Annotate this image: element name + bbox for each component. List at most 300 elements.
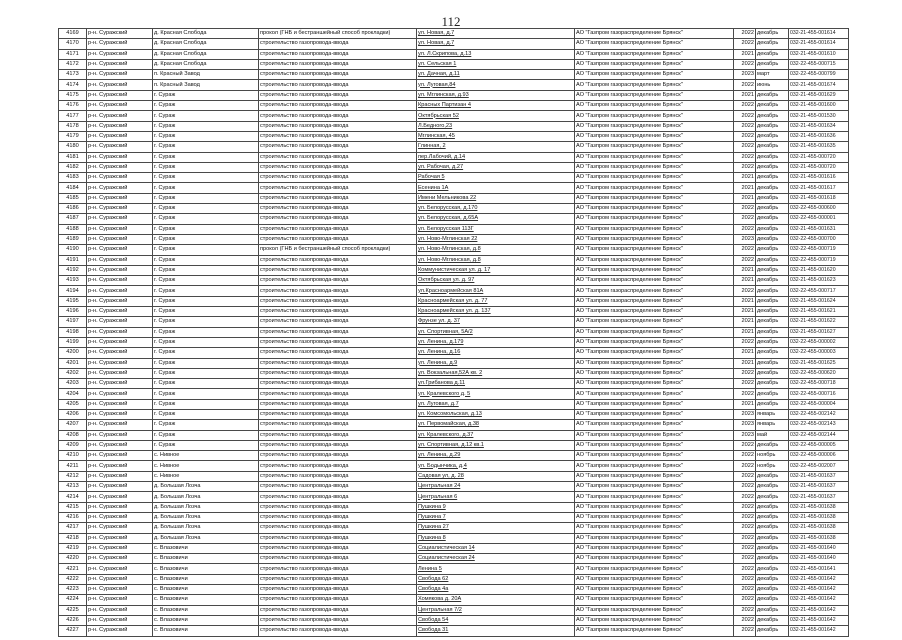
district-cell: р-н. Суражский (87, 430, 153, 440)
work-type-cell: строительство газопровода-ввода (259, 327, 417, 337)
district-cell: р-н. Суражский (87, 255, 153, 265)
row-number-cell: 4206 (59, 409, 87, 419)
district-cell: р-н. Суражский (87, 585, 153, 595)
work-type-cell: строительство газопровода-ввода (259, 502, 417, 512)
work-type-cell: строительство газопровода-ввода (259, 224, 417, 234)
settlement-cell: г. Сураж (153, 142, 259, 152)
month-cell: декабрь (756, 523, 789, 533)
address-cell: Пушкина 9 (417, 502, 575, 512)
month-cell: декабрь (756, 183, 789, 193)
district-cell: р-н. Суражский (87, 440, 153, 450)
document-code-cell: 032-22-455-002144 (789, 430, 849, 440)
month-cell: декабрь (756, 502, 789, 512)
document-code-cell: 032-21-455-001614 (789, 39, 849, 49)
address-cell: ул. Комсомольская, д.13 (417, 409, 575, 419)
year-cell: 2022 (734, 131, 756, 141)
district-cell: р-н. Суражский (87, 348, 153, 358)
table-row (59, 59, 849, 69)
district-cell: р-н. Суражский (87, 399, 153, 409)
row-number-cell: 4204 (59, 389, 87, 399)
contractor-cell: АО "Газпром газораспределение Брянск" (575, 564, 734, 574)
table-row (59, 80, 849, 90)
document-code-cell: 032-21-455-001627 (789, 327, 849, 337)
month-cell: декабрь (756, 533, 789, 543)
year-cell: 2021 (734, 317, 756, 327)
work-type-cell: строительство газопровода-ввода (259, 554, 417, 564)
row-number-cell: 4210 (59, 451, 87, 461)
address-cell: пер.Лабочий, д.14 (417, 152, 575, 162)
work-type-cell: строительство газопровода-ввода (259, 265, 417, 275)
district-cell: р-н. Суражский (87, 265, 153, 275)
settlement-cell: п. Красный Завод (153, 70, 259, 80)
table-row (59, 39, 849, 49)
document-code-cell: 032-21-455-001637 (789, 482, 849, 492)
table-row (59, 595, 849, 605)
address-cell: ул. Дачная, д.11 (417, 70, 575, 80)
work-type-cell: строительство газопровода-ввода (259, 276, 417, 286)
row-number-cell: 4219 (59, 543, 87, 553)
row-number-cell: 4182 (59, 162, 87, 172)
contractor-cell: АО "Газпром газораспределение Брянск" (575, 193, 734, 203)
document-code-cell: 032-21-455-001629 (789, 90, 849, 100)
work-type-cell: строительство газопровода-ввода (259, 605, 417, 615)
address-cell: ул. Ленина, д.16 (417, 348, 575, 358)
year-cell: 2023 (734, 420, 756, 430)
district-cell: р-н. Суражский (87, 451, 153, 461)
address-cell: Пушкина 27 (417, 523, 575, 533)
address-cell: ул. Л.Скрипова, д.13 (417, 49, 575, 59)
row-number-cell: 4207 (59, 420, 87, 430)
address-cell: ул. Кралевского д. 5 (417, 389, 575, 399)
document-code-cell: 032-22-455-000620 (789, 368, 849, 378)
contractor-cell: АО "Газпром газораспределение Брянск" (575, 492, 734, 502)
table-row (59, 276, 849, 286)
year-cell: 2021 (734, 307, 756, 317)
district-cell: р-н. Суражский (87, 234, 153, 244)
table-row (59, 574, 849, 584)
row-number-cell: 4172 (59, 59, 87, 69)
district-cell: р-н. Суражский (87, 173, 153, 183)
settlement-cell: г. Сураж (153, 307, 259, 317)
year-cell: 2022 (734, 245, 756, 255)
year-cell: 2022 (734, 585, 756, 595)
row-number-cell: 4227 (59, 626, 87, 636)
contractor-cell: АО "Газпром газораспределение Брянск" (575, 39, 734, 49)
year-cell: 2022 (734, 59, 756, 69)
district-cell: р-н. Суражский (87, 337, 153, 347)
year-cell: 2022 (734, 440, 756, 450)
district-cell: р-н. Суражский (87, 49, 153, 59)
contractor-cell: АО "Газпром газораспределение Брянск" (575, 59, 734, 69)
month-cell: декабрь (756, 286, 789, 296)
month-cell: декабрь (756, 492, 789, 502)
contractor-cell: АО "Газпром газораспределение Брянск" (575, 142, 734, 152)
table-row (59, 121, 849, 131)
year-cell: 2022 (734, 204, 756, 214)
row-number-cell: 4180 (59, 142, 87, 152)
settlement-cell: д. Большая Лозча (153, 533, 259, 543)
month-cell: декабрь (756, 317, 789, 327)
work-type-cell: строительство газопровода-ввода (259, 90, 417, 100)
contractor-cell: АО "Газпром газораспределение Брянск" (575, 595, 734, 605)
contractor-cell: АО "Газпром газораспределение Брянск" (575, 543, 734, 553)
document-code-cell: 032-22-455-000004 (789, 399, 849, 409)
table-row (59, 554, 849, 564)
month-cell: июнь (756, 80, 789, 90)
work-type-cell: строительство газопровода-ввода (259, 121, 417, 131)
row-number-cell: 4189 (59, 234, 87, 244)
year-cell: 2022 (734, 162, 756, 172)
work-type-cell: строительство газопровода-ввода (259, 49, 417, 59)
district-cell: р-н. Суражский (87, 131, 153, 141)
document-code-cell: 032-21-455-001631 (789, 224, 849, 234)
work-type-cell: строительство газопровода-ввода (259, 183, 417, 193)
address-cell: ул.Красноармейская 81А (417, 286, 575, 296)
settlement-cell: г. Сураж (153, 296, 259, 306)
document-code-cell: 032-21-455-001638 (789, 533, 849, 543)
district-cell: р-н. Суражский (87, 59, 153, 69)
address-cell: ул. Ново-Мглинская, д.8 (417, 255, 575, 265)
work-type-cell: строительство газопровода-ввода (259, 471, 417, 481)
document-code-cell: 032-22-455-000003 (789, 348, 849, 358)
address-cell: Есенина 1А (417, 183, 575, 193)
settlement-cell: г. Сураж (153, 286, 259, 296)
district-cell: р-н. Суражский (87, 389, 153, 399)
row-number-cell: 4178 (59, 121, 87, 131)
district-cell: р-н. Суражский (87, 523, 153, 533)
year-cell: 2021 (734, 173, 756, 183)
year-cell: 2021 (734, 358, 756, 368)
address-cell: ул. Мглинская, д.93 (417, 90, 575, 100)
address-cell: Ленина 5 (417, 564, 575, 574)
contractor-cell: АО "Газпром газораспределение Брянск" (575, 70, 734, 80)
work-type-cell: прокол (ГНБ и бестраншейный способ прокладки) (259, 245, 417, 255)
table-row (59, 430, 849, 440)
contractor-cell: АО "Газпром газораспределение Брянск" (575, 49, 734, 59)
table-row (59, 131, 849, 141)
settlement-cell: с. Влазовичи (153, 543, 259, 553)
document-code-cell: 032-21-455-001614 (789, 29, 849, 39)
document-code-cell: 032-21-455-001642 (789, 605, 849, 615)
year-cell: 2022 (734, 512, 756, 522)
work-type-cell: прокол (ГНБ и бестраншейный способ прокладки) (259, 29, 417, 39)
district-cell: р-н. Суражский (87, 142, 153, 152)
work-type-cell: строительство газопровода-ввода (259, 101, 417, 111)
work-type-cell: строительство газопровода-ввода (259, 296, 417, 306)
contractor-cell: АО "Газпром газораспределение Брянск" (575, 626, 734, 636)
settlement-cell: г. Сураж (153, 162, 259, 172)
document-code-cell: 032-22-455-000006 (789, 451, 849, 461)
settlement-cell: д. Большая Лозча (153, 523, 259, 533)
row-number-cell: 4177 (59, 111, 87, 121)
document-code-cell: 032-21-455-001616 (789, 173, 849, 183)
settlement-cell: г. Сураж (153, 430, 259, 440)
row-number-cell: 4184 (59, 183, 87, 193)
district-cell: р-н. Суражский (87, 595, 153, 605)
month-cell: декабрь (756, 512, 789, 522)
work-type-cell: строительство газопровода-ввода (259, 379, 417, 389)
district-cell: р-н. Суражский (87, 502, 153, 512)
year-cell: 2022 (734, 214, 756, 224)
district-cell: р-н. Суражский (87, 307, 153, 317)
table-row (59, 348, 849, 358)
contractor-cell: АО "Газпром газораспределение Брянск" (575, 337, 734, 347)
contractor-cell: АО "Газпром газораспределение Брянск" (575, 152, 734, 162)
year-cell: 2022 (734, 368, 756, 378)
table-row (59, 409, 849, 419)
year-cell: 2022 (734, 605, 756, 615)
address-cell: Коммунистическая ул. д. 17 (417, 265, 575, 275)
district-cell: р-н. Суражский (87, 245, 153, 255)
month-cell: декабрь (756, 327, 789, 337)
row-number-cell: 4221 (59, 564, 87, 574)
settlement-cell: д. Большая Лозча (153, 492, 259, 502)
address-cell: Социалистическая 24 (417, 554, 575, 564)
document-code-cell: 032-22-455-000700 (789, 234, 849, 244)
contractor-cell: АО "Газпром газораспределение Брянск" (575, 409, 734, 419)
district-cell: р-н. Суражский (87, 193, 153, 203)
contractor-cell: АО "Газпром газораспределение Брянск" (575, 348, 734, 358)
address-cell: ул. Луговая,84 (417, 80, 575, 90)
document-code-cell: 032-21-455-001637 (789, 492, 849, 502)
settlement-cell: с. Нивное (153, 471, 259, 481)
year-cell: 2023 (734, 409, 756, 419)
year-cell: 2022 (734, 523, 756, 533)
settlement-cell: г. Сураж (153, 152, 259, 162)
year-cell: 2022 (734, 471, 756, 481)
district-cell: р-н. Суражский (87, 276, 153, 286)
year-cell: 2022 (734, 554, 756, 564)
contractor-cell: АО "Газпром газораспределение Брянск" (575, 389, 734, 399)
month-cell: декабрь (756, 276, 789, 286)
settlement-cell: с. Влазовичи (153, 554, 259, 564)
table-row (59, 101, 849, 111)
table-row (59, 482, 849, 492)
address-cell: Центральная 7/2 (417, 605, 575, 615)
contractor-cell: АО "Газпром газораспределение Брянск" (575, 131, 734, 141)
month-cell: декабрь (756, 626, 789, 636)
address-cell: Пушкина 7 (417, 512, 575, 522)
document-code-cell: 032-22-455-002142 (789, 409, 849, 419)
year-cell: 2021 (734, 327, 756, 337)
document-code-cell: 032-22-455-000799 (789, 70, 849, 80)
table-row (59, 337, 849, 347)
district-cell: р-н. Суражский (87, 533, 153, 543)
document-code-cell: 032-21-455-000720 (789, 162, 849, 172)
month-cell: декабрь (756, 131, 789, 141)
address-cell: ул. Ленина, д.29 (417, 451, 575, 461)
work-type-cell: строительство газопровода-ввода (259, 142, 417, 152)
address-cell: Свобода 62 (417, 574, 575, 584)
contractor-cell: АО "Газпром газораспределение Брянск" (575, 461, 734, 471)
district-cell: р-н. Суражский (87, 286, 153, 296)
district-cell: р-н. Суражский (87, 90, 153, 100)
contractor-cell: АО "Газпром газораспределение Брянск" (575, 296, 734, 306)
settlement-cell: д. Красная Слобода (153, 49, 259, 59)
document-code-cell: 032-21-455-001530 (789, 111, 849, 121)
district-cell: р-н. Суражский (87, 111, 153, 121)
settlement-cell: г. Сураж (153, 379, 259, 389)
row-number-cell: 4208 (59, 430, 87, 440)
district-cell: р-н. Суражский (87, 626, 153, 636)
row-number-cell: 4201 (59, 358, 87, 368)
month-cell: декабрь (756, 389, 789, 399)
document-code-cell: 032-22-455-000716 (789, 389, 849, 399)
document-code-cell: 032-21-455-001634 (789, 121, 849, 131)
district-cell: р-н. Суражский (87, 152, 153, 162)
row-number-cell: 4212 (59, 471, 87, 481)
month-cell: декабрь (756, 605, 789, 615)
work-type-cell: строительство газопровода-ввода (259, 70, 417, 80)
year-cell: 2022 (734, 337, 756, 347)
row-number-cell: 4196 (59, 307, 87, 317)
year-cell: 2022 (734, 39, 756, 49)
year-cell: 2022 (734, 595, 756, 605)
settlement-cell: г. Сураж (153, 348, 259, 358)
row-number-cell: 4181 (59, 152, 87, 162)
contractor-cell: АО "Газпром газораспределение Брянск" (575, 286, 734, 296)
register-table (58, 28, 849, 637)
month-cell: декабрь (756, 379, 789, 389)
month-cell: ноябрь (756, 461, 789, 471)
work-type-cell: строительство газопровода-ввода (259, 564, 417, 574)
district-cell: р-н. Суражский (87, 615, 153, 625)
work-type-cell: строительство газопровода-ввода (259, 523, 417, 533)
row-number-cell: 4171 (59, 49, 87, 59)
table-row (59, 523, 849, 533)
document-code-cell: 032-21-455-001640 (789, 543, 849, 553)
table-row (59, 379, 849, 389)
table-row (59, 585, 849, 595)
year-cell: 2021 (734, 296, 756, 306)
contractor-cell: АО "Газпром газораспределение Брянск" (575, 379, 734, 389)
document-code-cell: 032-21-455-001625 (789, 358, 849, 368)
document-code-cell: 032-22-455-000717 (789, 286, 849, 296)
contractor-cell: АО "Газпром газораспределение Брянск" (575, 162, 734, 172)
address-cell: Красных Партизан 4 (417, 101, 575, 111)
year-cell: 2022 (734, 152, 756, 162)
year-cell: 2022 (734, 533, 756, 543)
document-code-cell: 032-21-455-001638 (789, 512, 849, 522)
row-number-cell: 4216 (59, 512, 87, 522)
document-code-cell: 032-21-455-001600 (789, 101, 849, 111)
row-number-cell: 4195 (59, 296, 87, 306)
month-cell: декабрь (756, 49, 789, 59)
document-code-cell: 032-21-455-001623 (789, 276, 849, 286)
district-cell: р-н. Суражский (87, 204, 153, 214)
settlement-cell: г. Сураж (153, 183, 259, 193)
settlement-cell: г. Сураж (153, 204, 259, 214)
settlement-cell: г. Сураж (153, 131, 259, 141)
address-cell: Имени Мельникова 22 (417, 193, 575, 203)
month-cell: январь (756, 420, 789, 430)
document-code-cell: 032-21-455-001638 (789, 523, 849, 533)
month-cell: декабрь (756, 162, 789, 172)
address-cell: ул. Новая, д.7 (417, 29, 575, 39)
table-row (59, 502, 849, 512)
document-code-cell: 032-21-455-001617 (789, 183, 849, 193)
document-code-cell: 032-21-455-001624 (789, 296, 849, 306)
document-code-cell: 032-21-455-001635 (789, 142, 849, 152)
district-cell: р-н. Суражский (87, 70, 153, 80)
table-row (59, 461, 849, 471)
settlement-cell: г. Сураж (153, 276, 259, 286)
contractor-cell: АО "Газпром газораспределение Брянск" (575, 111, 734, 121)
settlement-cell: с. Влазовичи (153, 626, 259, 636)
contractor-cell: АО "Газпром газораспределение Брянск" (575, 502, 734, 512)
month-cell: декабрь (756, 152, 789, 162)
work-type-cell: строительство газопровода-ввода (259, 533, 417, 543)
settlement-cell: с. Влазовичи (153, 595, 259, 605)
year-cell: 2021 (734, 348, 756, 358)
table-row (59, 29, 849, 39)
document-code-cell: 032-21-455-001641 (789, 564, 849, 574)
table-row (59, 626, 849, 636)
address-cell: Глинная, 2 (417, 142, 575, 152)
year-cell: 2022 (734, 80, 756, 90)
settlement-cell: г. Сураж (153, 245, 259, 255)
table-row (59, 265, 849, 275)
row-number-cell: 4203 (59, 379, 87, 389)
year-cell: 2022 (734, 482, 756, 492)
contractor-cell: АО "Газпром газораспределение Брянск" (575, 430, 734, 440)
address-cell: Пушкина 8 (417, 533, 575, 543)
contractor-cell: АО "Газпром газораспределение Брянск" (575, 80, 734, 90)
work-type-cell: строительство газопровода-ввода (259, 461, 417, 471)
settlement-cell: д. Красная Слобода (153, 29, 259, 39)
address-cell: ул. Первомайская, д.38 (417, 420, 575, 430)
contractor-cell: АО "Газпром газораспределение Брянск" (575, 265, 734, 275)
month-cell: декабрь (756, 440, 789, 450)
settlement-cell: г. Сураж (153, 327, 259, 337)
address-cell: Октябрьская ул. д. 97 (417, 276, 575, 286)
document-code-cell: 032-21-455-001637 (789, 471, 849, 481)
district-cell: р-н. Суражский (87, 214, 153, 224)
contractor-cell: АО "Газпром газораспределение Брянск" (575, 615, 734, 625)
settlement-cell: г. Сураж (153, 368, 259, 378)
settlement-cell: г. Сураж (153, 90, 259, 100)
address-cell: ул.Грибанова д.11 (417, 379, 575, 389)
document-code-cell: 032-21-455-001610 (789, 49, 849, 59)
month-cell: декабрь (756, 214, 789, 224)
table-row (59, 327, 849, 337)
settlement-cell: г. Сураж (153, 224, 259, 234)
contractor-cell: АО "Газпром газораспределение Брянск" (575, 420, 734, 430)
row-number-cell: 4226 (59, 615, 87, 625)
contractor-cell: АО "Газпром газораспределение Брянск" (575, 605, 734, 615)
settlement-cell: г. Сураж (153, 101, 259, 111)
table-row (59, 111, 849, 121)
row-number-cell: 4193 (59, 276, 87, 286)
address-cell: ул. Белорусская 113Г (417, 224, 575, 234)
document-code-cell: 032-22-455-000005 (789, 440, 849, 450)
year-cell: 2021 (734, 276, 756, 286)
settlement-cell: с. Нивное (153, 461, 259, 471)
work-type-cell: строительство газопровода-ввода (259, 430, 417, 440)
row-number-cell: 4209 (59, 440, 87, 450)
address-cell: Центральная 24 (417, 482, 575, 492)
settlement-cell: г. Сураж (153, 389, 259, 399)
table-row (59, 615, 849, 625)
contractor-cell: АО "Газпром газораспределение Брянск" (575, 255, 734, 265)
contractor-cell: АО "Газпром газораспределение Брянск" (575, 451, 734, 461)
table-row (59, 193, 849, 203)
document-code-cell: 032-21-455-001642 (789, 615, 849, 625)
work-type-cell: строительство газопровода-ввода (259, 440, 417, 450)
table-row (59, 564, 849, 574)
work-type-cell: строительство газопровода-ввода (259, 358, 417, 368)
table-row (59, 142, 849, 152)
